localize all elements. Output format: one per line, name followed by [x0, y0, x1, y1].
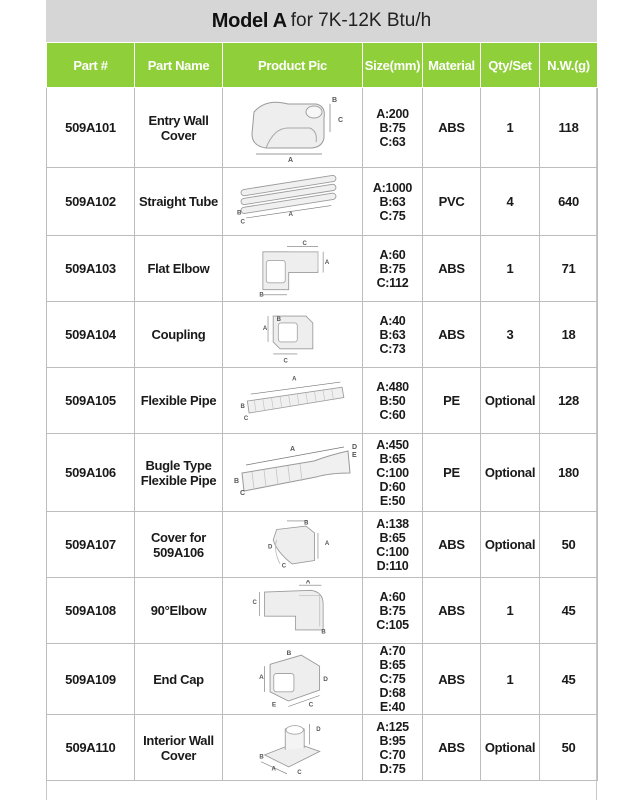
- product-illustration: [226, 580, 360, 642]
- product-pic-cell: [223, 715, 363, 781]
- part-number-cell: 509A108: [47, 578, 135, 644]
- qty-cell: 3: [481, 302, 540, 368]
- size-line: B:63: [379, 194, 406, 209]
- part-number-cell: 509A110: [47, 715, 135, 781]
- size-cell: [363, 168, 423, 236]
- dimension-label: C: [239, 489, 245, 497]
- part-name-cell: [135, 434, 223, 512]
- table-row: [47, 168, 598, 236]
- part-name-line: 509A106: [153, 544, 204, 560]
- dimension-label: D: [322, 675, 328, 683]
- bottom-space: [46, 780, 597, 800]
- col-part-name: Part Name: [135, 43, 223, 88]
- weight-cell: 71: [540, 236, 598, 302]
- part-number-cell: 509A104: [47, 302, 135, 368]
- dimension-label: A: [305, 579, 310, 585]
- size-line: B:75: [379, 261, 406, 276]
- part-name-line: Flexible Pipe: [140, 393, 217, 408]
- product-illustration: [226, 170, 360, 234]
- dimension-label: A: [287, 156, 293, 164]
- weight-cell: 18: [540, 302, 598, 368]
- part-number-cell: 509A106: [47, 434, 135, 512]
- product-illustration: [226, 437, 360, 509]
- material-cell: ABS: [423, 88, 481, 168]
- dimension-label: D: [315, 726, 320, 733]
- dimension-label: B: [233, 477, 239, 485]
- parts-table: [46, 42, 598, 781]
- product-pic-cell: [223, 434, 363, 512]
- size-cell: [363, 715, 423, 781]
- part-name-line: Coupling: [151, 327, 206, 342]
- table-row: [47, 578, 598, 644]
- size-line: B:75: [379, 603, 406, 618]
- table-row: [47, 236, 598, 302]
- dimension-label: A: [291, 375, 296, 382]
- part-name-cell: [135, 715, 223, 781]
- size-line: B:65: [379, 451, 406, 466]
- part-number-cell: 509A107: [47, 512, 135, 578]
- part-name-line: Cover for: [150, 529, 207, 545]
- size-line: A:1000: [372, 180, 413, 195]
- weight-cell: 118: [540, 88, 598, 168]
- dimension-label: B: [258, 292, 264, 299]
- size-line: B:65: [379, 658, 406, 672]
- material-cell: ABS: [423, 644, 481, 715]
- product-pic-cell: [223, 302, 363, 368]
- size-line: A:125: [376, 719, 409, 734]
- size-line: A:200: [376, 106, 409, 121]
- size-line: C:112: [376, 275, 409, 290]
- weight-cell: 128: [540, 368, 598, 434]
- dimension-label: B: [331, 96, 337, 104]
- qty-cell: 1: [481, 578, 540, 644]
- dimension-label: A: [324, 540, 329, 547]
- dimension-label: C: [243, 415, 248, 422]
- part-number-cell: 509A105: [47, 368, 135, 434]
- dimension-label: A: [258, 674, 263, 681]
- dimension-label: C: [283, 358, 288, 365]
- col-weight: N.W.(g): [540, 43, 598, 88]
- qty-cell: Optional: [481, 434, 540, 512]
- product-pic-cell: [223, 644, 363, 715]
- part-number-cell: 509A102: [47, 168, 135, 236]
- table-row: [47, 434, 598, 512]
- product-illustration: [226, 646, 360, 712]
- table-row: [47, 88, 598, 168]
- dimension-label: D: [351, 443, 357, 451]
- col-qty: Qty/Set: [481, 43, 540, 88]
- part-name-line: Straight Tube: [139, 194, 218, 209]
- title-sub: for 7K-12K Btu/h: [290, 10, 432, 31]
- dimension-label: A: [262, 325, 267, 332]
- table-row: [47, 512, 598, 578]
- dimension-label: A: [288, 210, 293, 218]
- material-cell: ABS: [423, 302, 481, 368]
- part-name-line: Interior Wall: [143, 732, 214, 748]
- part-name-line: Flat Elbow: [147, 261, 210, 276]
- dimension-label: B: [286, 650, 291, 658]
- table-row: [47, 715, 598, 781]
- qty-cell: Optional: [481, 512, 540, 578]
- dimension-label: C: [308, 701, 313, 709]
- size-line: E:50: [379, 493, 406, 508]
- table-row: [47, 644, 598, 715]
- product-illustration: [226, 370, 360, 432]
- material-cell: PE: [423, 368, 481, 434]
- col-part-number: Part #: [47, 43, 135, 88]
- part-name-cell: [135, 88, 223, 168]
- qty-cell: Optional: [481, 368, 540, 434]
- part-name-cell: [135, 578, 223, 644]
- product-pic-cell: [223, 512, 363, 578]
- size-line: C:70: [379, 747, 406, 762]
- size-cell: [363, 644, 423, 715]
- size-line: C:63: [379, 134, 406, 149]
- size-line: A:60: [379, 247, 406, 262]
- size-cell: [363, 236, 423, 302]
- dimension-label: B: [320, 628, 326, 635]
- qty-cell: 1: [481, 88, 540, 168]
- material-cell: PE: [423, 434, 481, 512]
- size-line: C:75: [379, 208, 406, 223]
- dimension-label: A: [324, 259, 329, 266]
- dimension-label: C: [240, 217, 245, 225]
- product-pic-cell: [223, 236, 363, 302]
- part-number-cell: 509A101: [47, 88, 135, 168]
- size-line: C:73: [379, 341, 406, 356]
- size-line: B:75: [379, 120, 406, 135]
- size-line: A:60: [379, 589, 406, 604]
- part-name-cell: [135, 368, 223, 434]
- part-name-line: Cover: [160, 127, 197, 143]
- size-line: A:480: [376, 379, 409, 394]
- product-pic-cell: [223, 578, 363, 644]
- dimension-label: B: [276, 316, 281, 323]
- part-name-cell: [135, 644, 223, 715]
- material-cell: ABS: [423, 578, 481, 644]
- size-line: C:60: [379, 407, 406, 422]
- qty-cell: Optional: [481, 715, 540, 781]
- size-line: B:65: [379, 530, 406, 545]
- size-cell: [363, 88, 423, 168]
- weight-cell: 640: [540, 168, 598, 236]
- material-cell: ABS: [423, 236, 481, 302]
- product-pic-cell: [223, 368, 363, 434]
- material-cell: PVC: [423, 168, 481, 236]
- col-product-pic: Product Pic: [223, 43, 363, 88]
- size-line: D:68: [379, 686, 406, 700]
- weight-cell: 50: [540, 715, 598, 781]
- dimension-label: B: [303, 519, 308, 526]
- dimension-label: C: [296, 769, 301, 776]
- dimension-label: B: [258, 753, 264, 760]
- size-line: B:50: [379, 393, 406, 408]
- product-illustration: [226, 717, 360, 779]
- dimension-label: B: [239, 403, 245, 410]
- size-cell: [363, 302, 423, 368]
- size-line: A:70: [379, 644, 406, 658]
- title-main: Model A: [211, 9, 287, 32]
- size-line: C:105: [376, 617, 409, 632]
- dimension-label: A: [289, 445, 295, 453]
- part-name-line: 90°Elbow: [150, 603, 207, 618]
- weight-cell: 45: [540, 578, 598, 644]
- part-name-line: Bugle Type: [145, 457, 212, 473]
- product-illustration: [226, 238, 360, 300]
- part-name-line: End Cap: [153, 671, 204, 687]
- dimension-label: C: [281, 562, 286, 569]
- part-name-line: Entry Wall: [148, 112, 209, 128]
- col-material: Material: [423, 43, 481, 88]
- dimension-label: B: [236, 208, 241, 216]
- dimension-label: C: [337, 116, 343, 124]
- size-line: B:63: [379, 327, 406, 342]
- qty-cell: 1: [481, 644, 540, 715]
- dimension-label: D: [267, 543, 272, 550]
- material-cell: ABS: [423, 715, 481, 781]
- weight-cell: 50: [540, 512, 598, 578]
- dimension-label: C: [252, 599, 257, 606]
- part-number-cell: 509A109: [47, 644, 135, 715]
- size-line: A:138: [376, 516, 409, 531]
- header-row: [47, 43, 598, 88]
- size-line: A:40: [379, 313, 406, 328]
- dimension-label: E: [271, 701, 276, 709]
- product-illustration: [226, 514, 360, 576]
- weight-cell: 180: [540, 434, 598, 512]
- table-row: [47, 302, 598, 368]
- part-name-cell: [135, 236, 223, 302]
- title-bar: [46, 0, 597, 42]
- size-line: E:40: [379, 700, 406, 714]
- dimension-label: E: [351, 451, 356, 459]
- dimension-label: A: [270, 765, 276, 772]
- part-number-cell: 509A103: [47, 236, 135, 302]
- size-line: D:110: [376, 558, 409, 573]
- product-pic-cell: [223, 168, 363, 236]
- size-cell: [363, 578, 423, 644]
- size-line: C:100: [376, 544, 409, 559]
- size-line: D:75: [379, 761, 406, 776]
- size-line: A:450: [376, 437, 409, 452]
- size-line: B:95: [379, 733, 406, 748]
- table-row: [47, 368, 598, 434]
- weight-cell: 45: [540, 644, 598, 715]
- part-name-line: Cover: [160, 747, 197, 763]
- size-cell: [363, 368, 423, 434]
- part-name-cell: [135, 512, 223, 578]
- qty-cell: 4: [481, 168, 540, 236]
- product-pic-cell: [223, 88, 363, 168]
- size-line: C:75: [379, 672, 406, 686]
- product-illustration: [226, 92, 360, 164]
- material-cell: ABS: [423, 512, 481, 578]
- product-illustration: [226, 304, 360, 366]
- size-cell: [363, 512, 423, 578]
- qty-cell: 1: [481, 236, 540, 302]
- part-name-cell: [135, 168, 223, 236]
- dimension-label: C: [301, 240, 307, 247]
- part-name-line: Flexible Pipe: [140, 472, 217, 488]
- col-size: Size(mm): [363, 43, 423, 88]
- size-line: C:100: [376, 465, 409, 480]
- size-cell: [363, 434, 423, 512]
- part-name-cell: [135, 302, 223, 368]
- size-line: D:60: [379, 479, 406, 494]
